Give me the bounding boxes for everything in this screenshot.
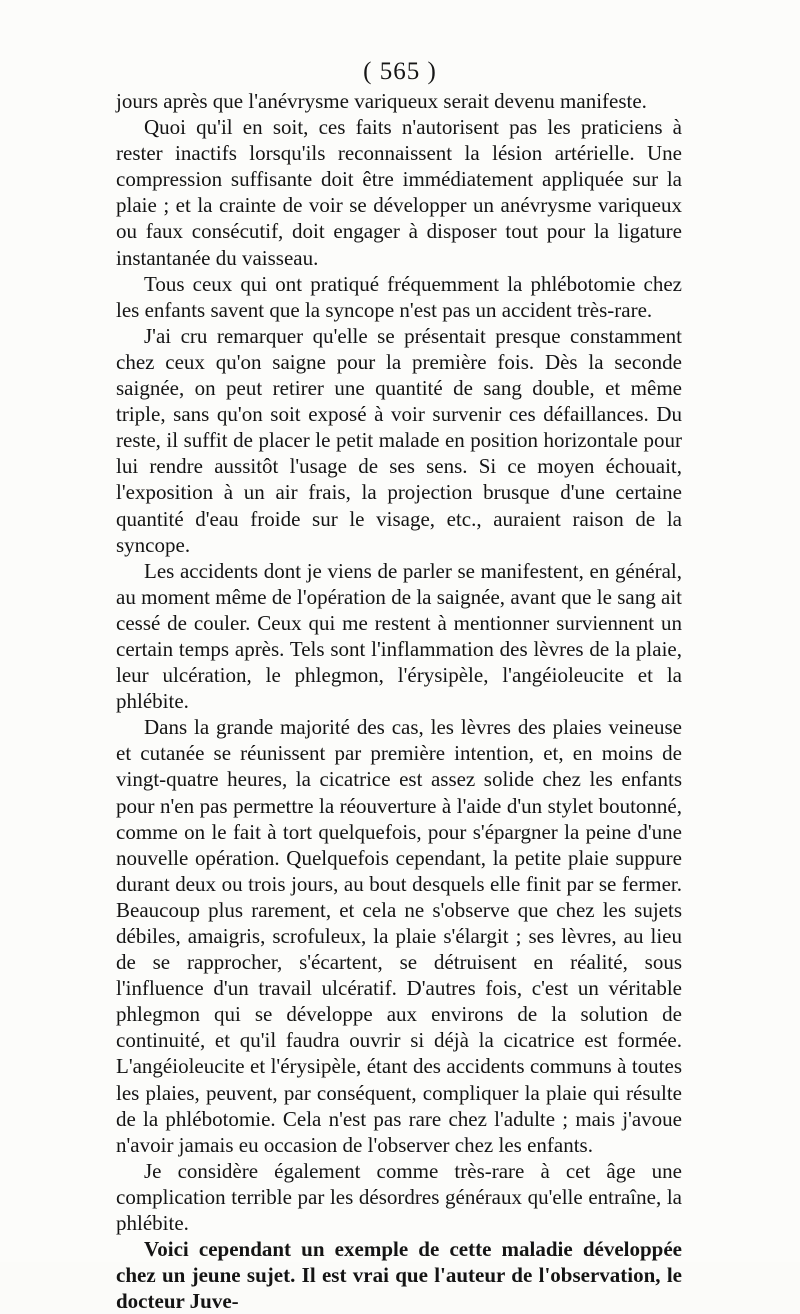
paragraph: Les accidents dont je viens de parler se manifestent, en général, au moment même de l'opération de la saignée, avant que le sang ait cessé de couler. Ceux qui me restent à mentionner surviennent un certain temps après. Tels sont l'inflammation des lèvres de la plaie, leur ulcération, le phlegmon, l'érysipèle, l'angéioleucite et la phlébite. [116,558,682,714]
body-text [116,88,682,1314]
paragraph: jours après que l'anévrysme variqueux serait devenu manifeste. [116,89,647,113]
paragraph: Quoi qu'il en soit, ces faits n'autorisent pas les praticiens à rester inactifs lorsqu'ils reconnaissent la lésion artérielle. Une compression suffisante doit être immédiatement appliquée sur la plaie ; et la crainte de voir se développer un anévrysme variqueux ou faux consécutif, doit engager à disposer tout pour la ligature instantanée du vaisseau. [116,115,682,270]
paragraph: Je considère également comme très-rare à cet âge une complication terrible par les désordres généraux qu'elle entraîne, la phlébite. [116,1158,682,1236]
paragraph: Dans la grande majorité des cas, les lèvres des plaies veineuse et cutanée se réunissent par première intention, et, en moins de vingt-quatre heures, la cicatrice est assez solide chez les enfants pour n'en pas permettre la réouverture à l'aide d'un stylet boutonné, comme on le fait à tort quelquefois, pour s'épargner la peine d'une nouvelle opération. Quelquefois cependant, la petite plaie suppure durant deux ou trois jours, au bout desquels elle finit par se fermer. Beaucoup plus rarement, et cela ne s'observe que chez les sujets débiles, amaigris, scrofuleux, la plaie s'élargit ; ses lèvres, au lieu de se rapprocher, s'écartent, se détruisent en réalité, sous l'influence d'un travail ulcératif. D'autres fois, c'est un véritable phlegmon qui se développe aux environs de la solution de continuité, et qu'il faudra ouvrir si déjà la cicatrice est formée. L'angéioleucite et l'érysipèle, étant des accidents communs à toutes les plaies, peuvent, par conséquent, compliquer la plaie qui résulte de la phlébotomie. Cela n'est pas rare chez l'adulte ; mais j'avoue n'avoir jamais eu occasion de l'observer chez les enfants. [116,715,682,1157]
page-number: ( 565 ) [363,58,437,85]
paragraph: J'ai cru remarquer qu'elle se présentait presque constamment chez ceux qu'on saigne pour la première fois. Dès la seconde saignée, on peut retirer une quantité de sang double, et même triple, sans qu'on soit exposé à voir survenir ces défaillances. Du reste, il suffit de placer le petit malade en position horizontale pour lui rendre aussitôt l'usage de ses sens. Si ce moyen échouait, l'exposition à un air frais, la projection brusque d'une certaine quantité d'eau froide sur le visage, etc., auraient raison de la syncope. [116,323,682,557]
paragraph: Voici cependant un exemple de cette maladie développée chez un jeune sujet. Il est vrai que l'auteur de l'observation, le docteur Juve- [116,1237,682,1314]
paragraph: Tous ceux qui ont pratiqué fréquemment la phlébotomie chez les enfants savent que la syncope n'est pas un accident très-rare. [116,271,682,322]
